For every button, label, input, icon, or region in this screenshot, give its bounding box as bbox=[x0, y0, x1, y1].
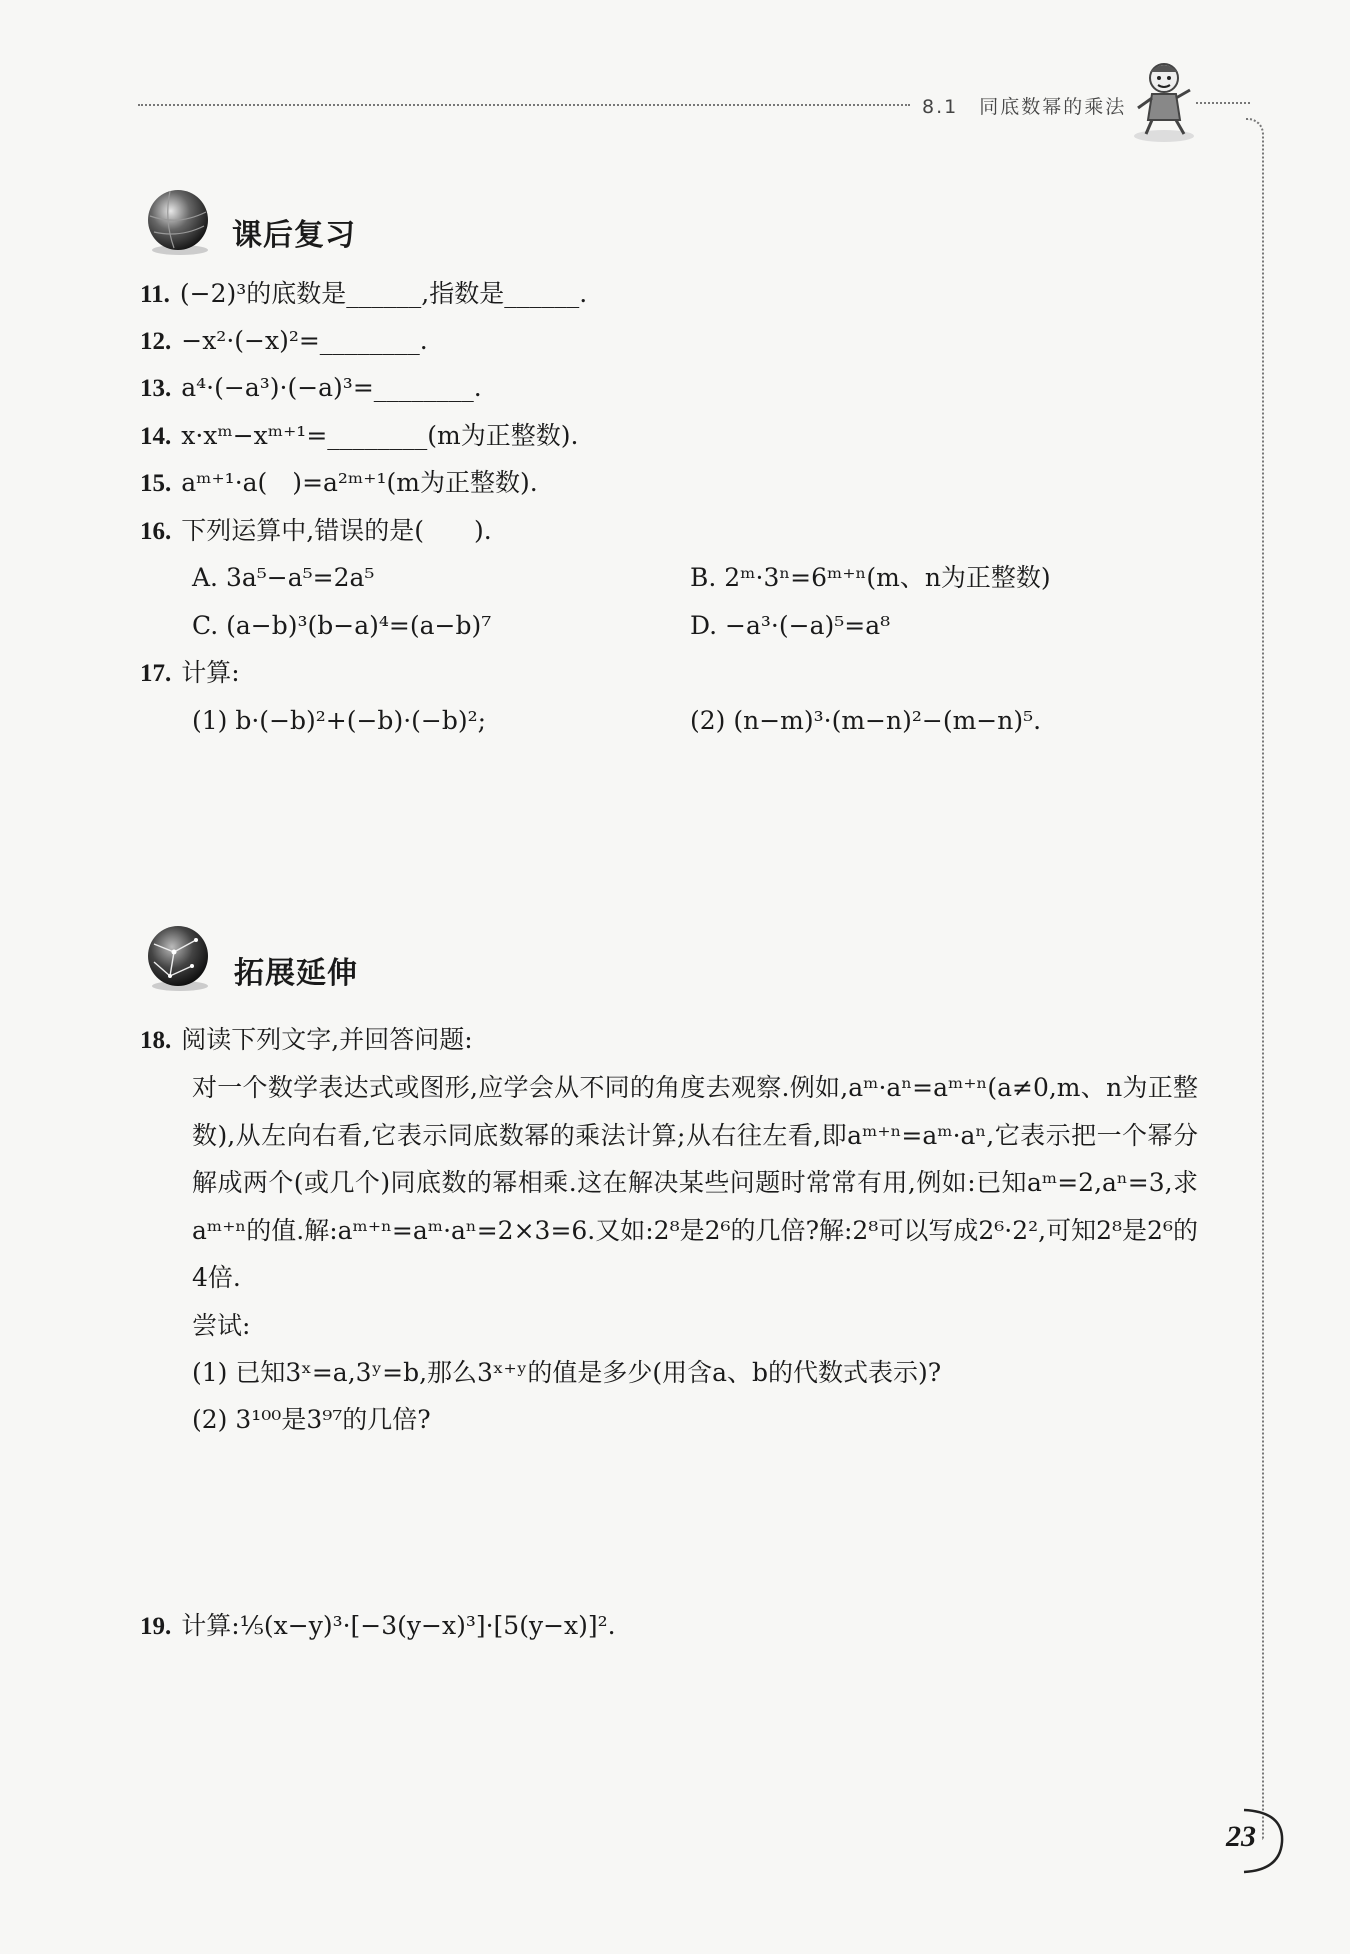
question-13 bbox=[140, 370, 482, 407]
question-17-part-2: (2) (n−m)³·(m−n)²−(m−n)⁵. bbox=[690, 706, 1042, 735]
question-number: 11. bbox=[140, 281, 170, 308]
question-18-part-1: (1) 已知3ˣ=a,3ʸ=b,那么3ˣ⁺ʸ的值是多少(用含a、b的代数式表示)? bbox=[192, 1358, 942, 1387]
question-18 bbox=[140, 1022, 473, 1059]
question-17-part-1: (1) b·(−b)²+(−b)·(−b)²; bbox=[192, 706, 487, 735]
page-number: 23 bbox=[1226, 1820, 1256, 1853]
question-19 bbox=[140, 1608, 616, 1645]
question-18-part-2: (2) 3¹⁰⁰是3⁹⁷的几倍? bbox=[192, 1405, 431, 1434]
question-18-try-label: 尝试: bbox=[192, 1311, 251, 1340]
question-17 bbox=[140, 655, 240, 692]
question-number: 13. bbox=[140, 375, 172, 402]
question-number: 14. bbox=[140, 423, 172, 450]
question-text: 计算:⅕(x−y)³·[−3(y−x)³]·[5(y−x)]². bbox=[181, 1611, 616, 1640]
review-section-title: 课后复习 bbox=[232, 218, 356, 253]
question-text: x·xᵐ−xᵐ⁺¹=________(m为正整数). bbox=[181, 421, 579, 450]
mascot-icon bbox=[1128, 56, 1200, 144]
question-number: 16. bbox=[140, 518, 172, 545]
question-14 bbox=[140, 418, 578, 455]
question-text: 计算: bbox=[181, 658, 240, 687]
option-d: D. −a³·(−a)⁵=a⁸ bbox=[690, 611, 891, 640]
question-18-reading-passage: 对一个数学表达式或图形,应学会从不同的角度去观察.例如,aᵐ·aⁿ=aᵐ⁺ⁿ(a≠0,m、n为正整数),从左向右看,它表示同底数幂的乘法计算;从右往左看,即aᵐ⁺ⁿ=aᵐ·aⁿ,它表示把一个幂分解成两个(或几个)同底数的幂相乘.这在解决某些问题时常常有用,例如:已知aᵐ=2,aⁿ=3,求aᵐ⁺ⁿ的值.解:aᵐ⁺ⁿ=aᵐ·aⁿ=2×3=6.又如:2⁸是2⁶的几倍?解:2⁸可以写成2⁶·2²,可知2⁸是2⁶的4倍. bbox=[192, 1073, 1198, 1292]
question-text: (−2)³的底数是______,指数是______. bbox=[179, 279, 588, 308]
question-text: aᵐ⁺¹·a( )=a²ᵐ⁺¹(m为正整数). bbox=[181, 468, 538, 497]
header-dotted-rule bbox=[138, 104, 910, 106]
review-section-globe-icon bbox=[140, 186, 218, 256]
question-number: 17. bbox=[140, 660, 172, 687]
option-a: A. 3a⁵−a⁵=2a⁵ bbox=[192, 563, 375, 592]
question-15 bbox=[140, 465, 538, 502]
question-text: 阅读下列文字,并回答问题: bbox=[181, 1025, 473, 1054]
question-number: 15. bbox=[140, 470, 172, 497]
extend-section-title: 拓展延伸 bbox=[234, 956, 358, 991]
question-16 bbox=[140, 513, 492, 550]
question-text: a⁴·(−a³)·(−a)³=________. bbox=[181, 373, 482, 402]
option-c: C. (a−b)³(b−a)⁴=(a−b)⁷ bbox=[192, 611, 492, 640]
extend-section-globe-icon bbox=[140, 922, 218, 992]
question-text: 下列运算中,错误的是( ). bbox=[181, 516, 492, 545]
question-number: 12. bbox=[140, 328, 172, 355]
question-11 bbox=[140, 276, 587, 313]
question-text: −x²·(−x)²=________. bbox=[181, 326, 428, 355]
margin-dotted-rule bbox=[1246, 118, 1264, 1840]
header-dotted-rule-end bbox=[1196, 102, 1250, 104]
question-12 bbox=[140, 323, 428, 360]
option-b: B. 2ᵐ·3ⁿ=6ᵐ⁺ⁿ(m、n为正整数) bbox=[690, 563, 1051, 592]
question-number: 19. bbox=[140, 1613, 172, 1640]
header-section-title: 8.1 同底数幂的乘法 bbox=[922, 96, 1127, 118]
question-number: 18. bbox=[140, 1027, 172, 1054]
